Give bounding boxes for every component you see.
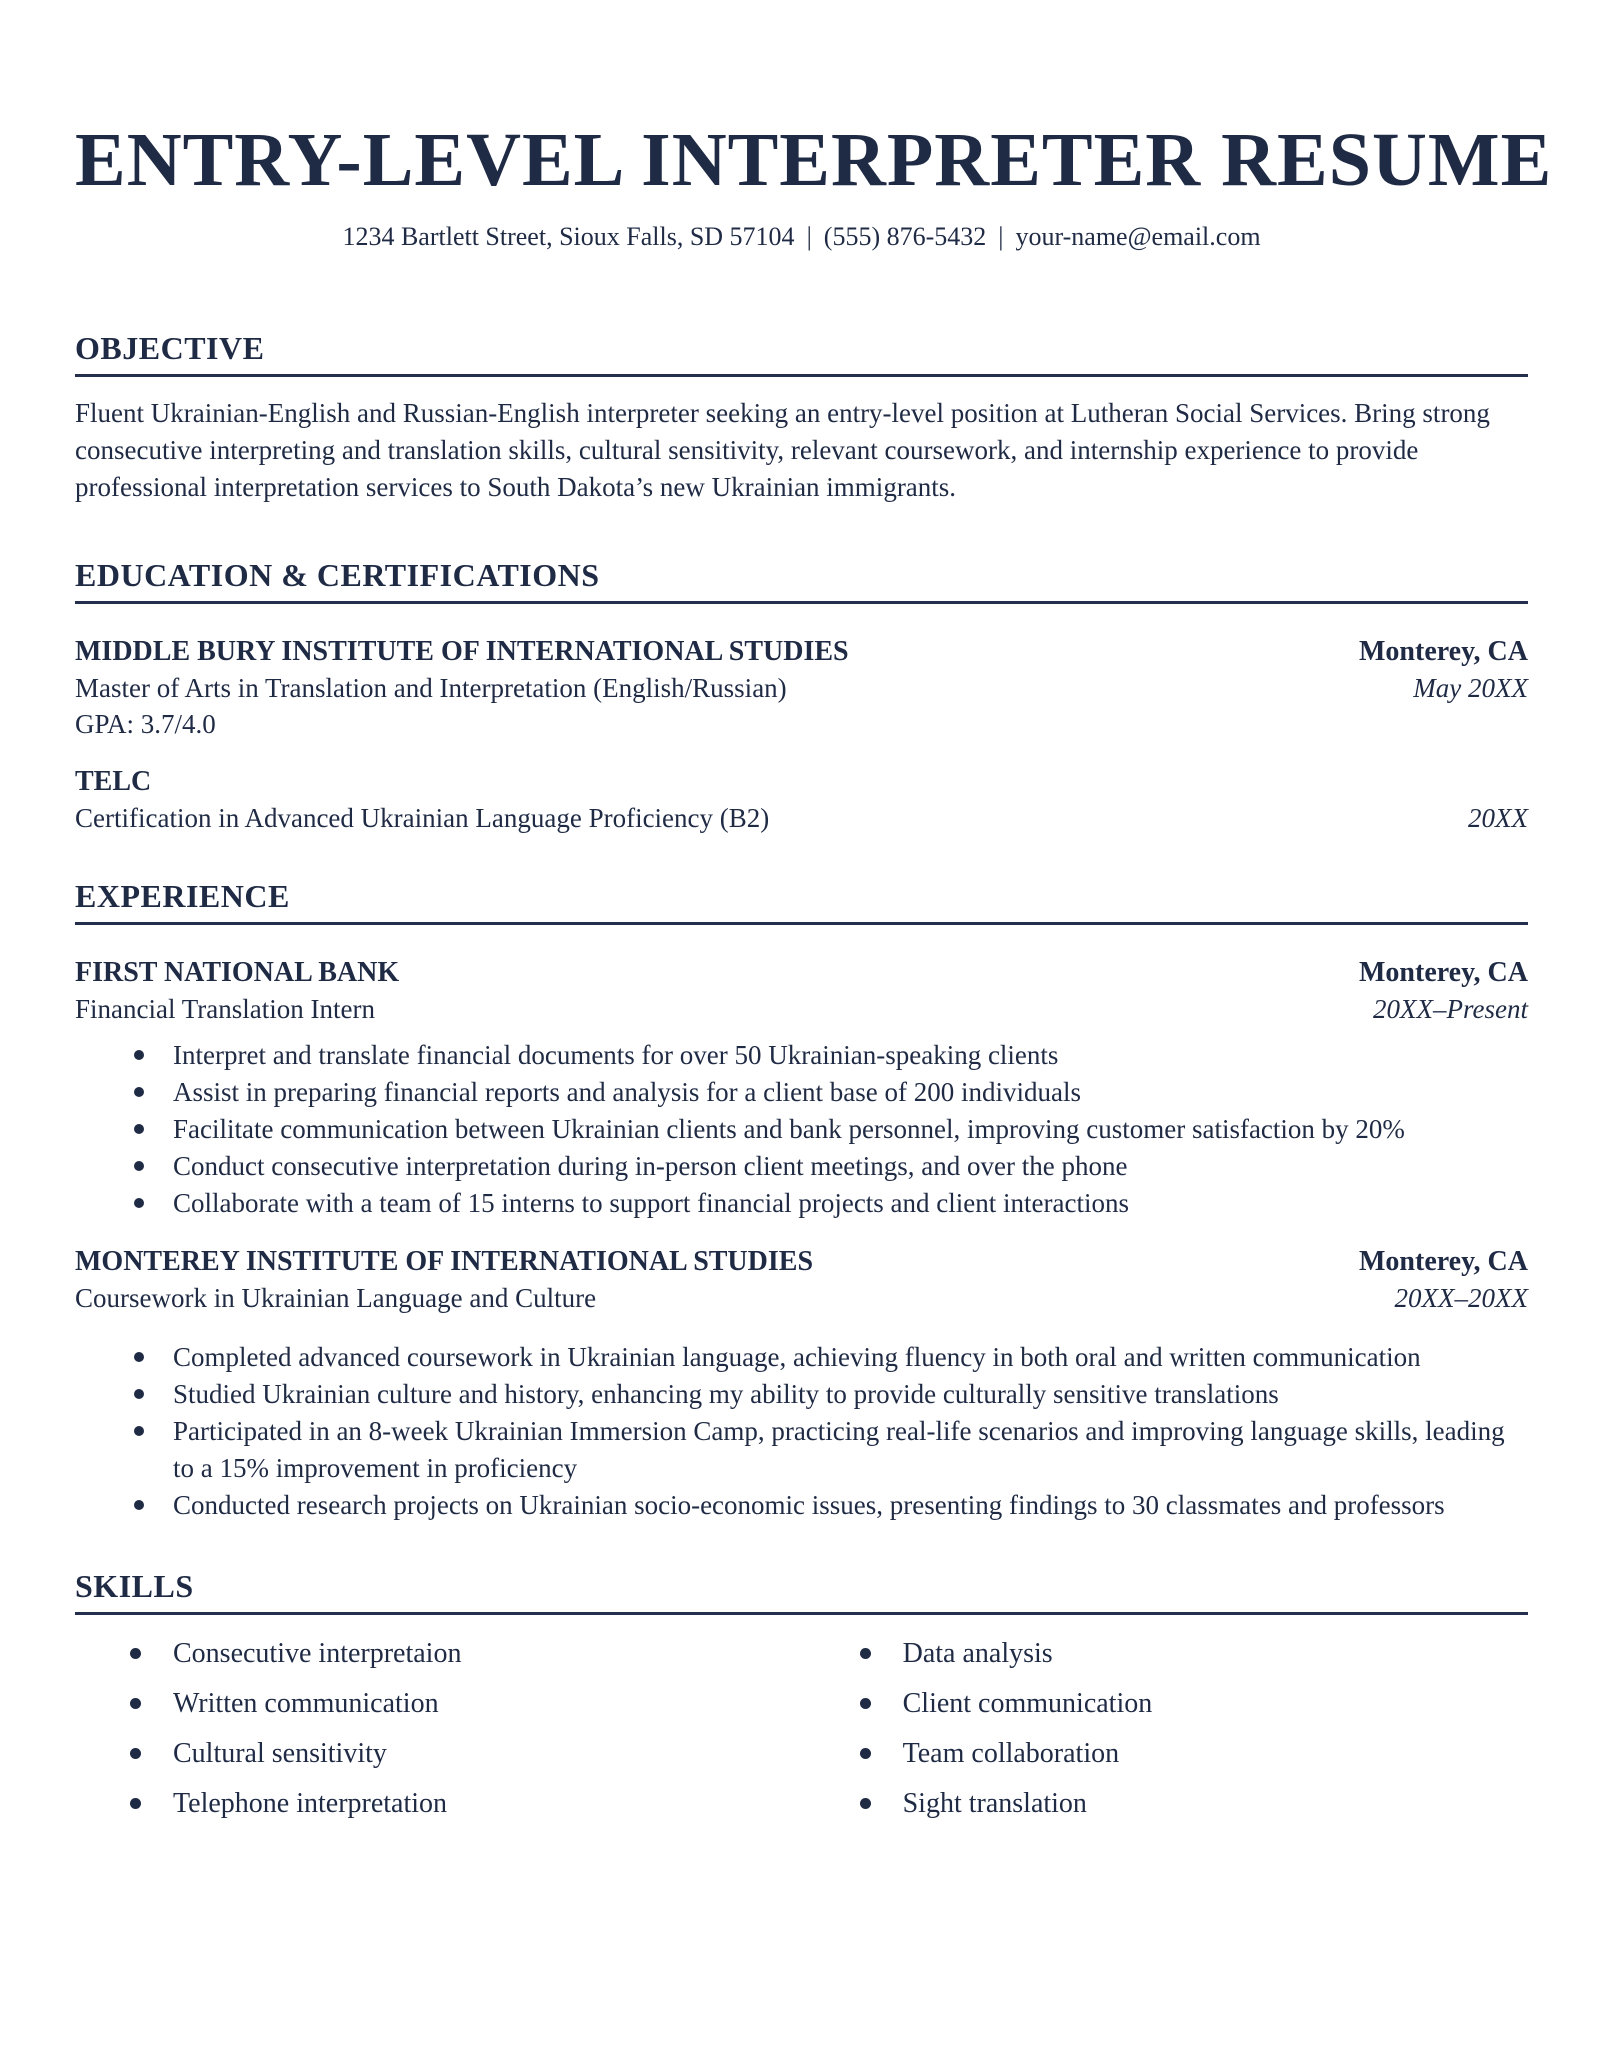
bullet-item: Conduct consecutive interpretation during in-person client meetings, and over the phone (134, 1148, 1528, 1185)
entry-date: 20XX–Present (1373, 994, 1528, 1024)
entry-subtitle: Coursework in Ukrainian Language and Culture (75, 1283, 597, 1313)
skills-column-left (75, 1637, 860, 1837)
section-education (75, 557, 1528, 836)
bullet-item: Interpret and translate financial documents for over 50 Ukrainian-speaking clients (134, 1037, 1528, 1074)
contact-separator: | (806, 222, 812, 251)
skills-list (75, 1637, 860, 1821)
bullet-item: Conducted research projects on Ukrainian socio-economic issues, presenting findings to 30 classmates and professors (134, 1487, 1528, 1524)
entry-subtitle: Master of Arts in Translation and Interpretation (English/Russian) (75, 673, 787, 703)
entry-title-row (75, 955, 1528, 991)
experience-entry (75, 1244, 1528, 1524)
entry-subtitle-row (75, 1280, 1528, 1316)
bullet-item: Assist in preparing financial reports and analysis for a client base of 200 individuals (134, 1074, 1528, 1111)
entry-date: 20XX–20XX (1394, 1283, 1528, 1313)
entry-title-row (75, 764, 1528, 800)
entry-location: Monterey, CA (1359, 957, 1528, 988)
section-objective (75, 330, 1528, 506)
entry-gpa: GPA: 3.7/4.0 (75, 709, 216, 739)
contact-address: 1234 Bartlett Street, Sioux Falls, SD 57104 (342, 222, 795, 251)
education-entry (75, 634, 1528, 742)
experience-heading: EXPERIENCE (75, 878, 1528, 925)
education-entry (75, 764, 1528, 836)
section-experience (75, 878, 1528, 1524)
entry-title: MONTEREY INSTITUTE OF INTERNATIONAL STUDIES (75, 1246, 814, 1277)
entry-date: May 20XX (1413, 673, 1528, 703)
experience-entry (75, 955, 1528, 1222)
bullet-list (75, 1037, 1528, 1222)
entry-subtitle: Financial Translation Intern (75, 994, 375, 1024)
objective-heading: OBJECTIVE (75, 330, 1528, 377)
skill-item: Cultural sensitivity (130, 1737, 860, 1771)
entry-title-row (75, 634, 1528, 670)
skill-item: Client communication (860, 1687, 1528, 1721)
bullet-item: Collaborate with a team of 15 interns to support financial projects and client interactions (134, 1185, 1528, 1222)
contact-email: your-name@email.com (1015, 222, 1261, 251)
entry-subtitle-row (75, 670, 1528, 706)
contact-separator: | (998, 222, 1004, 251)
entry-extra-row (75, 706, 1528, 742)
education-heading: EDUCATION & CERTIFICATIONS (75, 557, 1528, 604)
entry-location: Monterey, CA (1359, 636, 1528, 667)
bullet-list (75, 1339, 1528, 1524)
entry-title: TELC (75, 766, 152, 797)
skill-item: Sight translation (860, 1787, 1528, 1821)
entry-title: FIRST NATIONAL BANK (75, 957, 400, 988)
bullet-item: Studied Ukrainian culture and history, enhancing my ability to provide culturally sensitive translations (134, 1376, 1528, 1413)
entry-subtitle-row (75, 991, 1528, 1027)
skill-item: Team collaboration (860, 1737, 1528, 1771)
skills-heading: SKILLS (75, 1568, 1528, 1615)
skill-item: Consecutive interpretaion (130, 1637, 860, 1671)
skill-item: Telephone interpretation (130, 1787, 860, 1821)
bullet-item: Participated in an 8-week Ukrainian Immersion Camp, practicing real-life scenarios and improving language skills, leading to a 15% improvement in proficiency (134, 1413, 1528, 1487)
entry-title: MIDDLE BURY INSTITUTE OF INTERNATIONAL STUDIES (75, 636, 849, 667)
contact-line (75, 222, 1528, 252)
skill-item: Data analysis (860, 1637, 1528, 1671)
entry-date: 20XX (1468, 803, 1528, 833)
entry-title-row (75, 1244, 1528, 1280)
objective-text: Fluent Ukrainian-English and Russian-English interpreter seeking an entry-level position at Lutheran Social Services. Bring strong consecutive interpreting and translation skills, cultural sensitivity, relevant coursework, and internship experience to provide professional interpretation services to South Dakota’s new Ukrainian immigrants. (75, 398, 1490, 502)
entry-subtitle: Certification in Advanced Ukrainian Language Proficiency (B2) (75, 803, 770, 833)
skills-columns (75, 1637, 1528, 1837)
skill-item: Written communication (130, 1687, 860, 1721)
bullet-item: Facilitate communication between Ukrainian clients and bank personnel, improving customer satisfaction by 20% (134, 1111, 1528, 1148)
skills-column-right (860, 1637, 1528, 1837)
resume-title: ENTRY-LEVEL INTERPRETER RESUME (75, 118, 1553, 202)
skills-list (860, 1637, 1528, 1821)
entry-subtitle-row (75, 800, 1528, 836)
entry-location: Monterey, CA (1359, 1246, 1528, 1277)
bullet-item: Completed advanced coursework in Ukrainian language, achieving fluency in both oral and written communication (134, 1339, 1528, 1376)
section-skills (75, 1568, 1528, 1837)
contact-phone: (555) 876-5432 (823, 222, 987, 251)
